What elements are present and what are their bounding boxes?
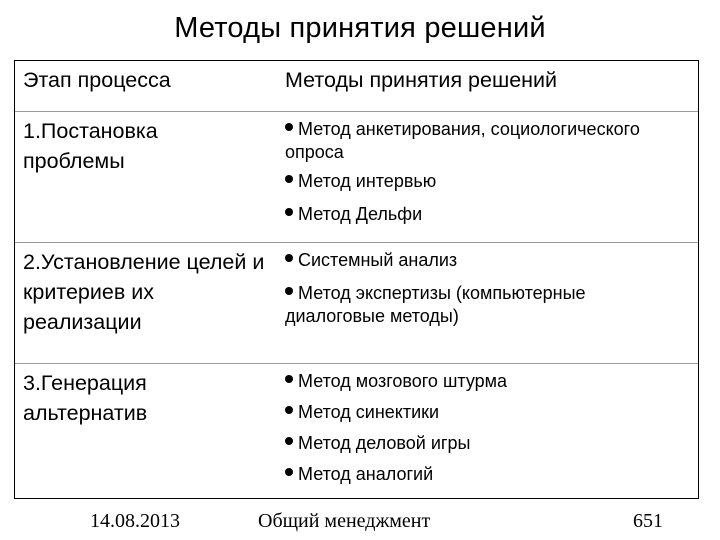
list-item <box>285 463 690 486</box>
stage-cell: 2.Установление целей и критериев их реализации <box>23 250 265 334</box>
method-label: Метод синектики <box>298 402 440 422</box>
method-label: Метод интервью <box>298 171 437 191</box>
methods-cell <box>285 370 690 496</box>
table-header-row <box>15 61 698 112</box>
bullet-icon <box>285 287 293 295</box>
list-item <box>285 432 690 455</box>
table-row <box>15 112 698 243</box>
method-label: Системный анализ <box>298 250 458 270</box>
list-item <box>285 282 690 328</box>
header-stage: Этап процесса <box>23 68 171 92</box>
stage-cell: 3.Генерация альтернатив <box>23 371 148 425</box>
footer-date: 14.08.2013 <box>90 510 180 532</box>
bullet-icon <box>285 468 293 476</box>
list-item <box>285 203 690 226</box>
method-label: Метод анкетирования, социологического опроса <box>285 119 640 162</box>
method-label: Метод мозгового штурма <box>298 371 508 391</box>
stage-cell: 1.Постановка проблемы <box>23 119 158 173</box>
bullet-icon <box>285 254 293 262</box>
list-item <box>285 370 690 393</box>
methods-cell <box>285 118 690 236</box>
method-list <box>285 370 690 486</box>
bullet-icon <box>285 437 293 445</box>
slide-title: Методы принятия решений <box>174 12 546 44</box>
list-item <box>285 170 690 193</box>
methods-table <box>14 60 699 499</box>
list-item <box>285 118 690 164</box>
table-row <box>15 364 698 500</box>
bullet-icon <box>285 123 293 131</box>
method-label: Метод деловой игры <box>298 433 471 453</box>
footer-page-number: 651 <box>633 510 663 532</box>
method-label: Метод экспертизы (компьютерные диалоговые методы) <box>285 283 586 326</box>
bullet-icon <box>285 175 293 183</box>
list-item <box>285 401 690 424</box>
method-list <box>285 249 690 328</box>
bullet-icon <box>285 375 293 383</box>
method-list <box>285 118 690 226</box>
table-row <box>15 243 698 364</box>
methods-cell <box>285 249 690 338</box>
method-label: Метод Дельфи <box>298 204 423 224</box>
method-label: Метод аналогий <box>298 464 434 484</box>
list-item <box>285 249 690 272</box>
footer-subject: Общий менеджмент <box>258 510 431 532</box>
bullet-icon <box>285 406 293 414</box>
header-methods: Методы принятия решений <box>285 68 558 92</box>
bullet-icon <box>285 208 293 216</box>
